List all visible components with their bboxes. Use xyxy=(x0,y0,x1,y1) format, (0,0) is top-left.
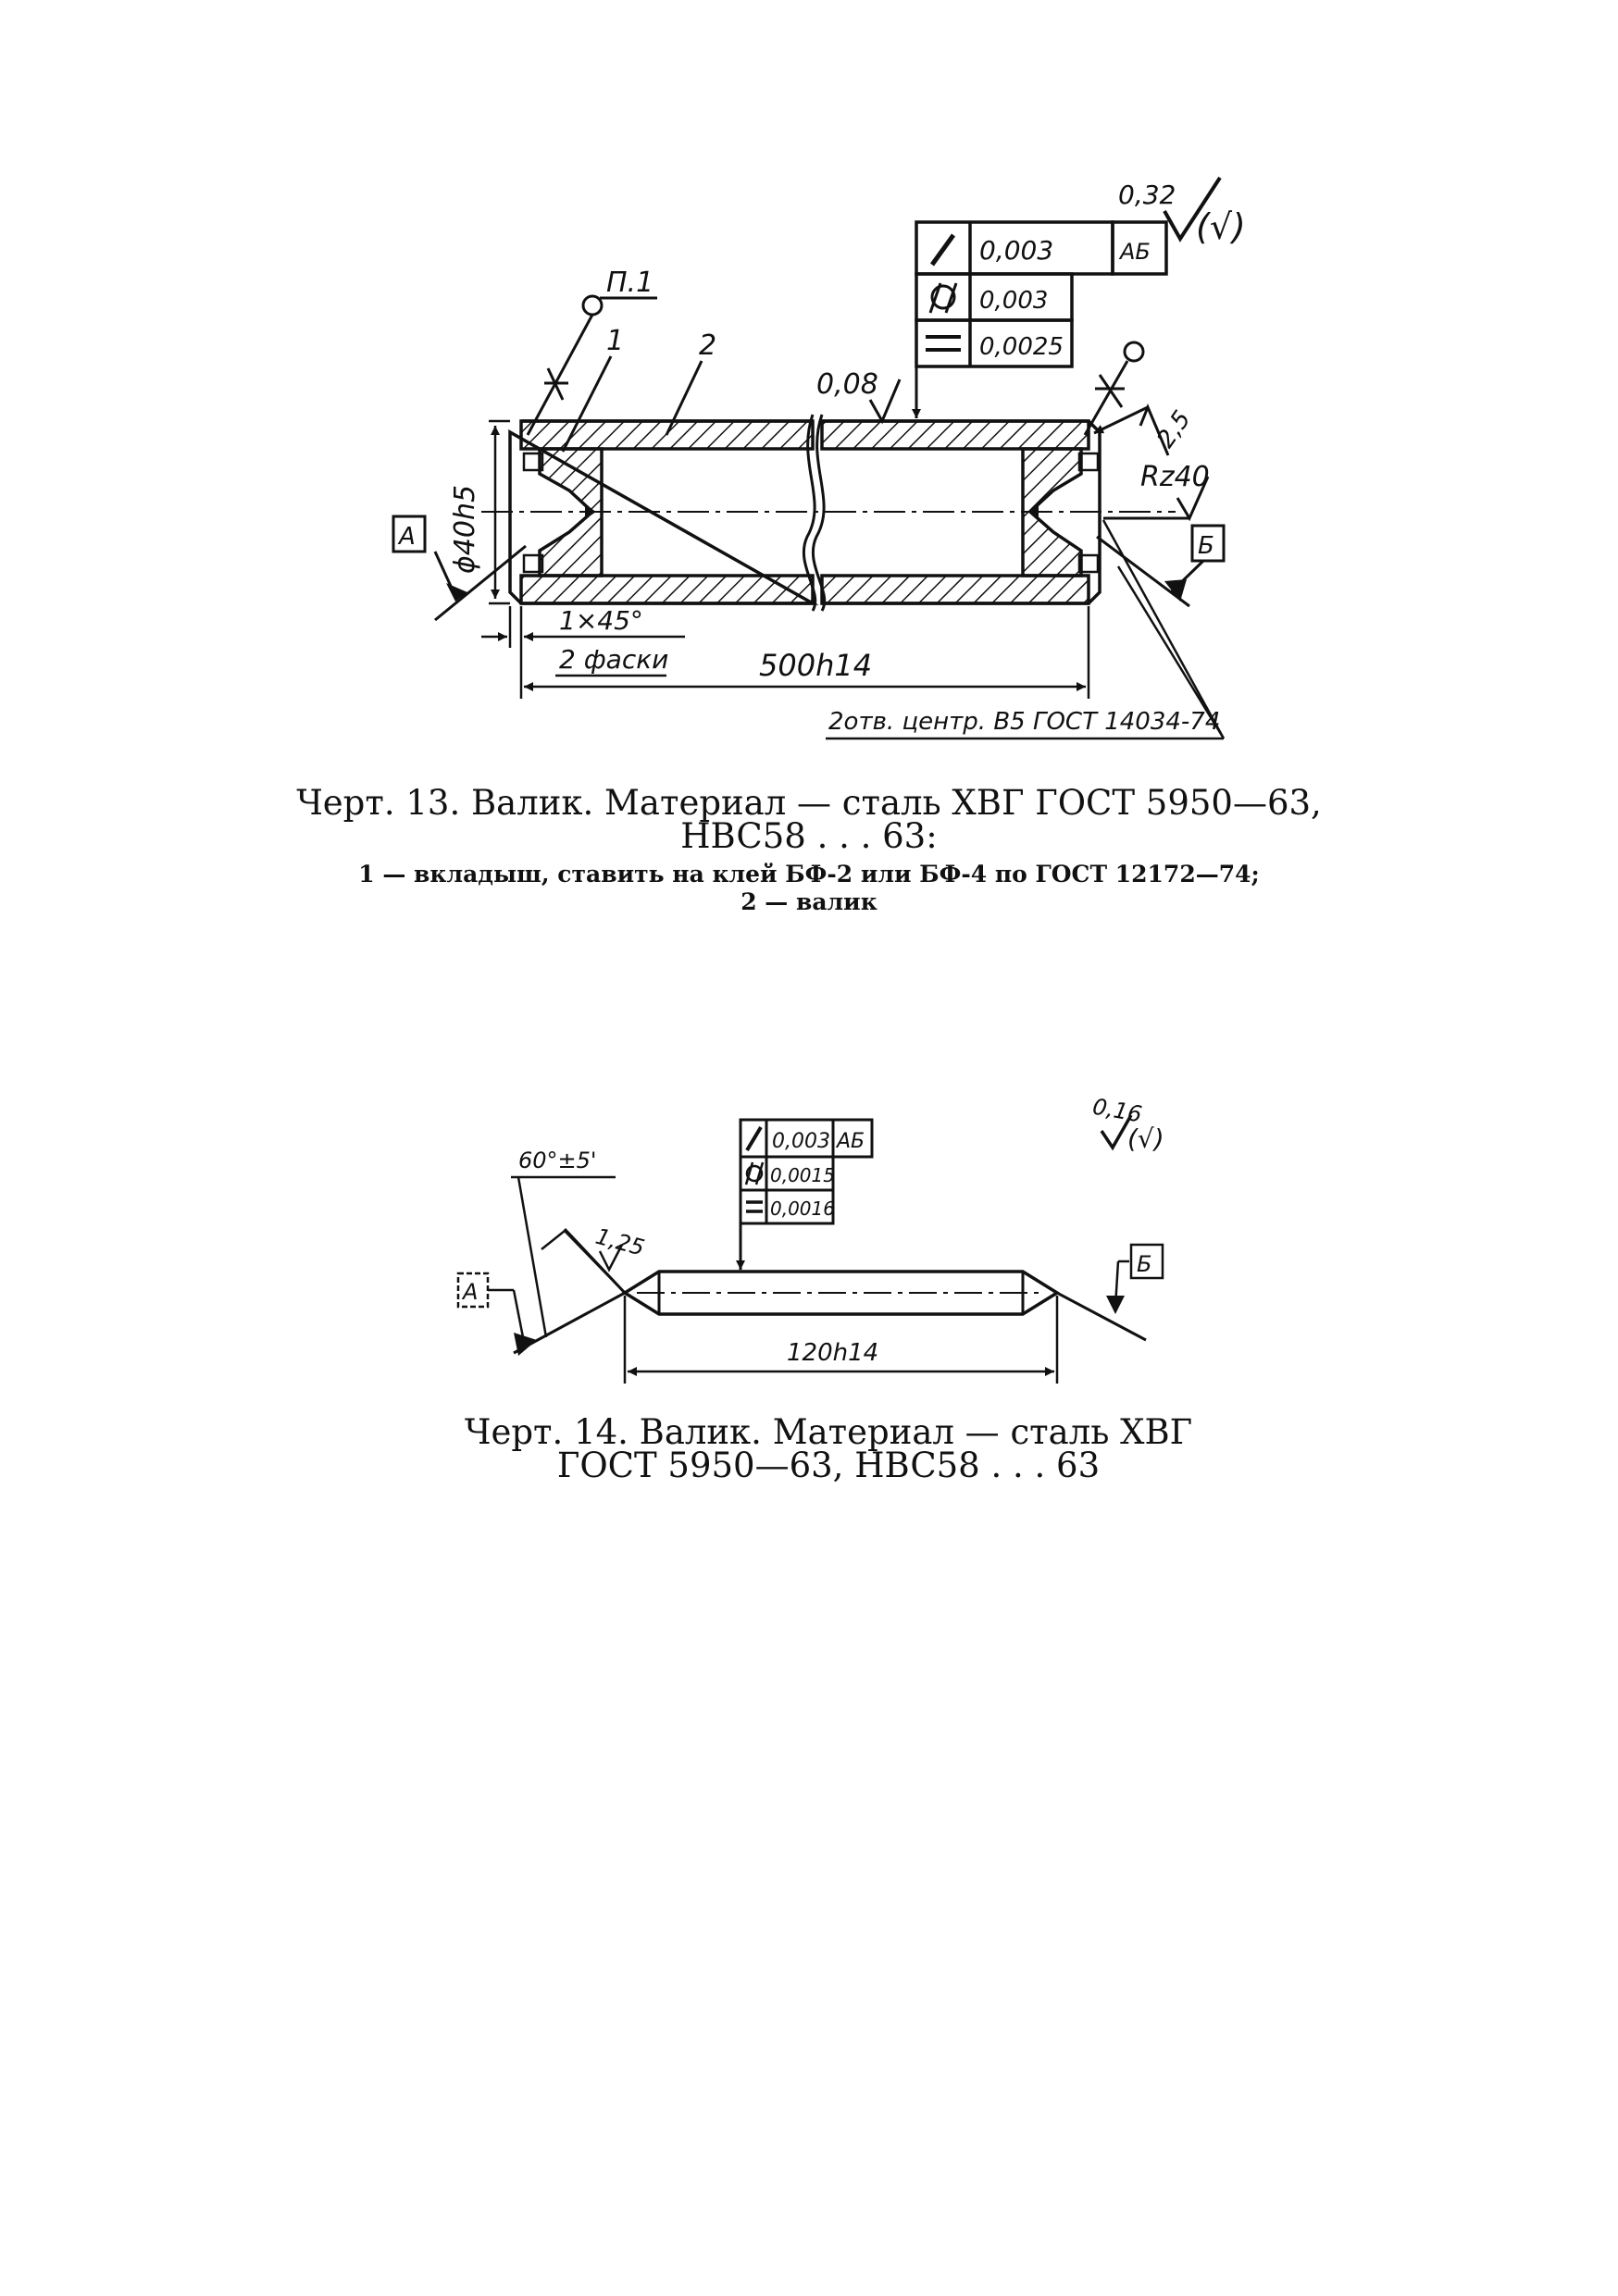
caption-13-note2: 2 — валик xyxy=(741,888,877,915)
length-dimension-14 xyxy=(625,1296,1057,1384)
datum-a-label-14: А xyxy=(463,1279,479,1305)
length-dimension-13 xyxy=(481,605,1089,699)
tolerance-datum-runout-14: АБ xyxy=(837,1130,865,1153)
label-p1: П.1 xyxy=(606,267,654,299)
datum-a-14 xyxy=(458,1273,537,1356)
equal-icon xyxy=(926,337,961,350)
angle-annotation-14 xyxy=(511,1148,647,1353)
angle-label: 60°±5' xyxy=(518,1148,597,1173)
caption-14 xyxy=(465,1412,1192,1485)
cylindricity-icon-14 xyxy=(746,1162,763,1185)
length-label: 500h14 xyxy=(759,648,873,683)
roughness-general-value-14: 0,16 xyxy=(1090,1093,1144,1128)
roughness-symbol-general-14 xyxy=(1090,1094,1164,1154)
tolerance-value-runout: 0,003 xyxy=(979,235,1054,266)
roughness-end-value: 2,5 xyxy=(1151,405,1197,453)
caption-13 xyxy=(296,783,1322,915)
tolerance-value-equal: 0,0025 xyxy=(979,333,1064,361)
runout-icon-14 xyxy=(747,1127,761,1150)
tolerance-datum-runout: АБ xyxy=(1120,239,1151,265)
caption-13-note1: 1 — вкладыш, ставить на клей БФ-2 или БФ-4 по ГОСТ 12172—74; xyxy=(358,861,1260,887)
roughness-symbol-general xyxy=(1118,178,1246,247)
datum-b-14 xyxy=(1057,1245,1163,1340)
datum-a-label: А xyxy=(399,523,416,551)
datum-b-label: Б xyxy=(1198,532,1214,560)
tolerance-value-equal-14: 0,0016 xyxy=(770,1198,835,1220)
shaft-13 xyxy=(481,415,1176,611)
chamfer-label: 1×45° xyxy=(559,605,643,636)
drawing-14 xyxy=(458,1094,1192,1485)
caption-13-line1: Черт. 13. Валик. Материал — сталь ХВГ ГОСТ 5950—63, xyxy=(296,783,1322,823)
chamfer-count-label: 2 фаски xyxy=(559,644,669,675)
drawing-13 xyxy=(296,178,1322,915)
length-label-14: 120h14 xyxy=(787,1339,879,1367)
rz-value: Rz40 xyxy=(1140,461,1210,493)
tolerance-value-cylindricity-14: 0,0015 xyxy=(770,1164,835,1186)
label-part-1: 1 xyxy=(606,325,625,357)
label-part-2: 2 xyxy=(699,329,717,362)
caption-14-line1: Черт. 14. Валик. Материал — сталь ХВГ xyxy=(464,1412,1193,1452)
datum-b-label-14: Б xyxy=(1137,1251,1152,1277)
equal-icon-14 xyxy=(746,1202,763,1211)
tolerance-frame-13 xyxy=(916,222,1166,418)
caption-14-line2: ГОСТ 5950—63, HBC58 . . . 63 xyxy=(556,1446,1101,1485)
part-labels-13 xyxy=(528,267,1210,518)
datum-b-13 xyxy=(1097,526,1224,606)
tolerance-value-runout-14: 0,003 xyxy=(772,1130,830,1153)
tolerance-frame-14 xyxy=(741,1120,872,1270)
roughness-tip-value: 1,25 xyxy=(592,1222,648,1261)
roughness-general-note: (√) xyxy=(1196,206,1246,247)
diameter-label: ϕ40h5 xyxy=(449,484,481,574)
runout-icon xyxy=(932,235,953,265)
roughness-surface-value: 0,08 xyxy=(816,368,878,401)
roughness-general-note-14: (√) xyxy=(1127,1123,1164,1154)
caption-13-line2: HBC58 . . . 63: xyxy=(680,816,938,856)
centre-holes-label: 2отв. центр. В5 ГОСТ 14034-74 xyxy=(828,708,1221,736)
cylindricity-icon xyxy=(930,283,956,313)
shaft-14 xyxy=(625,1272,1057,1314)
tolerance-value-cylindricity: 0,003 xyxy=(979,287,1049,315)
roughness-general-value: 0,32 xyxy=(1118,180,1176,210)
